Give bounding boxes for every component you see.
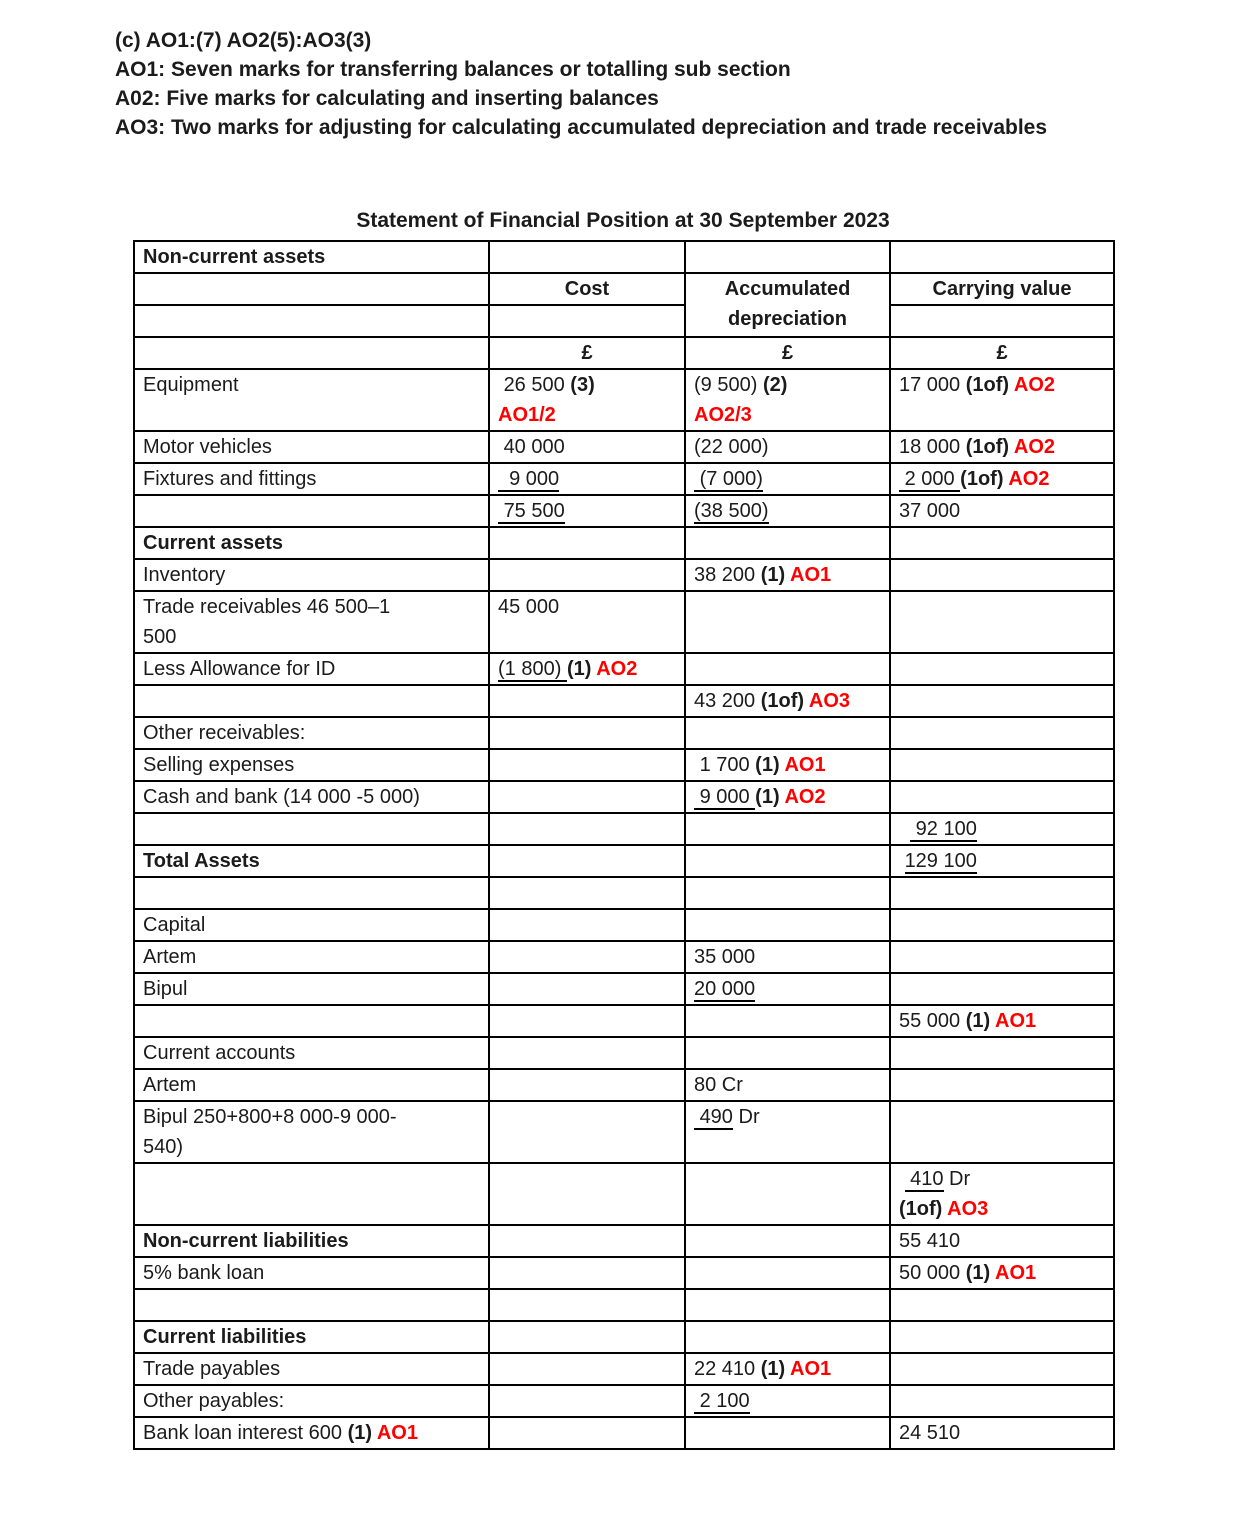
cell-item	[134, 973, 489, 1005]
cell-accumulated-depreciation	[685, 973, 890, 1005]
cell-cost	[489, 369, 685, 431]
table-row	[134, 717, 1114, 749]
cell-item	[134, 877, 489, 909]
cell-cost	[489, 845, 685, 877]
cell-carrying-value	[890, 1385, 1114, 1417]
cell-carrying-value	[890, 877, 1114, 909]
cell-cost	[489, 527, 685, 559]
table-row	[134, 1321, 1114, 1353]
cell-item	[134, 527, 489, 559]
cell-carrying-value	[890, 241, 1114, 273]
cell-item	[134, 431, 489, 463]
cell-carrying-value	[890, 305, 1114, 337]
cell-carrying-value	[890, 1069, 1114, 1101]
cell-item	[134, 781, 489, 813]
text-segment: 540)	[143, 1136, 184, 1158]
table-row	[134, 591, 1114, 653]
cell-carrying-value	[890, 1225, 1114, 1257]
text-segment: (1of)	[965, 436, 1014, 458]
text-segment: Selling expenses	[143, 754, 295, 776]
cell-carrying-value	[890, 813, 1114, 845]
text-segment: (1)	[760, 1358, 790, 1380]
text-segment	[899, 818, 910, 840]
text-segment: Accumulated	[724, 278, 851, 300]
text-segment: 500	[143, 626, 177, 648]
header-line-1: (c) AO1:(7) AO2(5):AO3(3)	[115, 29, 372, 52]
text-segment: Fixtures and fittings	[143, 468, 317, 490]
cell-cost	[489, 1101, 685, 1163]
text-segment: AO1	[790, 1358, 832, 1380]
text-segment: Dr	[943, 1168, 971, 1190]
table-row	[134, 781, 1114, 813]
table-row	[134, 1257, 1114, 1289]
cell-accumulated-depreciation	[685, 1353, 890, 1385]
cell-item	[134, 909, 489, 941]
text-segment: (1)	[755, 754, 785, 776]
cell-cost	[489, 241, 685, 273]
text-segment: Bank loan interest 600	[143, 1422, 348, 1444]
table-row	[134, 1353, 1114, 1385]
text-segment: 45 000	[498, 596, 560, 618]
cell-carrying-value	[890, 463, 1114, 495]
cell-cost	[489, 1385, 685, 1417]
cell-item	[134, 749, 489, 781]
table-row	[134, 845, 1114, 877]
cell-item	[134, 337, 489, 369]
cell-carrying-value	[890, 685, 1114, 717]
cell-carrying-value	[890, 591, 1114, 653]
cell-cost	[489, 1321, 685, 1353]
text-segment: AO1/2	[498, 404, 556, 426]
text-segment: 37 000	[899, 500, 961, 522]
cell-accumulated-depreciation	[685, 1417, 890, 1449]
cell-accumulated-depreciation	[685, 527, 890, 559]
cell-item	[134, 685, 489, 717]
text-segment: depreciation	[728, 308, 847, 330]
text-segment: AO2/3	[694, 404, 752, 426]
text-segment: Carrying value	[932, 278, 1072, 300]
cell-item	[134, 1101, 489, 1163]
cell-accumulated-depreciation	[685, 495, 890, 527]
cell-item	[134, 273, 489, 305]
cell-accumulated-depreciation	[685, 845, 890, 877]
cell-accumulated-depreciation	[685, 1321, 890, 1353]
cell-carrying-value	[890, 337, 1114, 369]
text-segment: Trade receivables 46 500–1	[143, 596, 391, 618]
cell-accumulated-depreciation	[685, 877, 890, 909]
table-row	[134, 463, 1114, 495]
table-row	[134, 1101, 1114, 1163]
text-segment: AO3	[808, 690, 850, 712]
text-segment: AO2	[596, 658, 638, 680]
text-segment: 410	[904, 1168, 944, 1190]
cell-accumulated-depreciation	[685, 273, 890, 337]
cell-item	[134, 845, 489, 877]
text-segment: 55 410	[899, 1230, 961, 1252]
cell-cost	[489, 1037, 685, 1069]
cell-carrying-value	[890, 781, 1114, 813]
table-row	[134, 909, 1114, 941]
text-segment: 9 000	[498, 468, 560, 490]
cell-carrying-value	[890, 749, 1114, 781]
cell-cost	[489, 1417, 685, 1449]
cell-accumulated-depreciation	[685, 653, 890, 685]
table-row	[134, 685, 1114, 717]
text-segment: (1)	[965, 1262, 995, 1284]
cell-accumulated-depreciation	[685, 781, 890, 813]
cell-cost	[489, 431, 685, 463]
cell-accumulated-depreciation	[685, 1385, 890, 1417]
text-segment: (1of)	[760, 690, 809, 712]
cell-carrying-value	[890, 1321, 1114, 1353]
cell-carrying-value	[890, 1037, 1114, 1069]
sofp-table	[133, 240, 1115, 1450]
cell-item	[134, 1353, 489, 1385]
cell-accumulated-depreciation	[685, 685, 890, 717]
cell-accumulated-depreciation	[685, 717, 890, 749]
cell-item	[134, 1005, 489, 1037]
table-row	[134, 305, 1114, 337]
text-segment: (1)	[347, 1422, 377, 1444]
text-segment: 2 000	[899, 468, 961, 490]
text-segment: 490	[694, 1106, 733, 1128]
cell-carrying-value	[890, 717, 1114, 749]
cell-cost	[489, 813, 685, 845]
text-segment: Total Assets	[143, 850, 260, 872]
text-segment	[899, 850, 905, 872]
cell-carrying-value	[890, 1353, 1114, 1385]
text-segment: AO1	[995, 1010, 1037, 1032]
cell-cost	[489, 973, 685, 1005]
cell-accumulated-depreciation	[685, 941, 890, 973]
text-segment: (1)	[760, 564, 790, 586]
cell-carrying-value	[890, 941, 1114, 973]
cell-carrying-value	[890, 973, 1114, 1005]
text-segment: Inventory	[143, 564, 226, 586]
table-row	[134, 1069, 1114, 1101]
cell-item	[134, 369, 489, 431]
table-row	[134, 559, 1114, 591]
cell-item	[134, 1321, 489, 1353]
table-row	[134, 1005, 1114, 1037]
cell-item	[134, 813, 489, 845]
cell-accumulated-depreciation	[685, 431, 890, 463]
page-header	[115, 26, 1175, 142]
text-segment: 1 700	[694, 754, 756, 776]
text-segment: (1)	[755, 786, 785, 808]
table-row	[134, 273, 1114, 305]
cell-item	[134, 1417, 489, 1449]
cell-cost	[489, 305, 685, 337]
text-segment: 24 510	[899, 1422, 961, 1444]
table-row	[134, 749, 1114, 781]
text-segment: 50 000	[899, 1262, 966, 1284]
cell-cost	[489, 1289, 685, 1321]
cell-carrying-value	[890, 527, 1114, 559]
text-segment: AO2	[784, 786, 826, 808]
cell-cost	[489, 941, 685, 973]
cell-cost	[489, 1005, 685, 1037]
cell-accumulated-depreciation	[685, 909, 890, 941]
cell-item	[134, 941, 489, 973]
text-segment: 92 100	[910, 818, 977, 840]
table-row	[134, 813, 1114, 845]
cell-carrying-value	[890, 1289, 1114, 1321]
cell-cost	[489, 495, 685, 527]
cell-item	[134, 1163, 489, 1225]
text-segment: (22 000)	[694, 436, 769, 458]
cell-carrying-value	[890, 909, 1114, 941]
cell-cost	[489, 749, 685, 781]
cell-item	[134, 305, 489, 337]
text-segment: 80 Cr	[694, 1074, 743, 1096]
sofp-table-body	[134, 241, 1114, 1449]
text-segment: Non-current assets	[143, 246, 326, 268]
cell-carrying-value	[890, 1005, 1114, 1037]
text-segment: AO2	[1013, 436, 1055, 458]
cell-cost	[489, 1225, 685, 1257]
cell-cost	[489, 653, 685, 685]
cell-accumulated-depreciation	[685, 1163, 890, 1225]
cell-cost	[489, 877, 685, 909]
cell-item	[134, 1289, 489, 1321]
text-segment: AO1	[995, 1262, 1037, 1284]
text-segment: 22 410	[694, 1358, 761, 1380]
text-segment: (9 500)	[694, 374, 763, 396]
cell-accumulated-depreciation	[685, 591, 890, 653]
cell-cost	[489, 1353, 685, 1385]
table-row	[134, 241, 1114, 273]
cell-cost	[489, 559, 685, 591]
text-segment: (1of)	[960, 468, 1009, 490]
cell-cost	[489, 1257, 685, 1289]
cell-carrying-value	[890, 495, 1114, 527]
header-line-4: AO3: Two marks for adjusting for calculating accumulated depreciation and trade receivables	[115, 116, 1048, 139]
table-row	[134, 877, 1114, 909]
cell-accumulated-depreciation	[685, 1037, 890, 1069]
text-segment: 35 000	[694, 946, 756, 968]
text-segment: Bipul 250+800+8 000-9 000-	[143, 1106, 397, 1128]
text-segment: £	[781, 342, 794, 364]
header-line-2: AO1: Seven marks for transferring balances or totalling sub section	[115, 58, 791, 81]
table-row	[134, 1163, 1114, 1225]
text-segment: £	[996, 342, 1008, 364]
table-row	[134, 495, 1114, 527]
text-segment: AO1	[784, 754, 826, 776]
cell-carrying-value	[890, 845, 1114, 877]
cell-item	[134, 1069, 489, 1101]
text-segment: Current accounts	[143, 1042, 296, 1064]
table-row	[134, 1289, 1114, 1321]
text-segment: Motor vehicles	[143, 436, 272, 458]
table-row	[134, 431, 1114, 463]
table-row	[134, 1417, 1114, 1449]
cell-item	[134, 717, 489, 749]
text-segment: Non-current liabilities	[143, 1230, 349, 1252]
text-segment: (2)	[762, 374, 788, 396]
text-segment: 55 000	[899, 1010, 966, 1032]
cell-carrying-value	[890, 559, 1114, 591]
cell-item	[134, 1037, 489, 1069]
cell-carrying-value	[890, 1417, 1114, 1449]
text-segment: AO2	[1013, 374, 1055, 396]
table-row	[134, 1037, 1114, 1069]
cell-cost	[489, 463, 685, 495]
table-row	[134, 973, 1114, 1005]
cell-accumulated-depreciation	[685, 1005, 890, 1037]
cell-item	[134, 1385, 489, 1417]
text-segment: AO1	[790, 564, 832, 586]
text-segment: 38 200	[694, 564, 761, 586]
text-segment: (1of)	[965, 374, 1014, 396]
cell-carrying-value	[890, 431, 1114, 463]
table-row	[134, 527, 1114, 559]
cell-accumulated-depreciation	[685, 241, 890, 273]
text-segment: 2 100	[694, 1390, 750, 1412]
text-segment: 20 000	[694, 978, 756, 1000]
cell-item	[134, 463, 489, 495]
text-segment: Current assets	[143, 532, 284, 554]
cell-item	[134, 1257, 489, 1289]
cell-cost	[489, 909, 685, 941]
text-segment: Bipul	[143, 978, 188, 1000]
text-segment: 40 000	[498, 436, 565, 458]
cell-cost	[489, 717, 685, 749]
table-row	[134, 369, 1114, 431]
text-segment: 5% bank loan	[143, 1262, 265, 1284]
table-row	[134, 1225, 1114, 1257]
cell-accumulated-depreciation	[685, 749, 890, 781]
table-row	[134, 1385, 1114, 1417]
text-segment: (3)	[570, 374, 595, 396]
text-segment: Capital	[143, 914, 206, 936]
text-segment: AO2	[1008, 468, 1050, 490]
table-row	[134, 941, 1114, 973]
cell-item	[134, 495, 489, 527]
cell-accumulated-depreciation	[685, 1257, 890, 1289]
text-segment: 26 500	[498, 374, 571, 396]
cell-item	[134, 559, 489, 591]
cell-accumulated-depreciation	[685, 1225, 890, 1257]
text-segment: Current liabilities	[143, 1326, 307, 1348]
text-segment: 9 000	[694, 786, 756, 808]
cell-cost	[489, 1163, 685, 1225]
table-title: Statement of Financial Position at 30 September 2023	[356, 209, 890, 232]
cell-accumulated-depreciation	[685, 813, 890, 845]
cell-cost	[489, 1069, 685, 1101]
text-segment: 43 200	[694, 690, 761, 712]
cell-accumulated-depreciation	[685, 463, 890, 495]
text-segment: (1)	[965, 1010, 995, 1032]
cell-accumulated-depreciation	[685, 1101, 890, 1163]
text-segment: AO3	[947, 1198, 989, 1220]
cell-carrying-value	[890, 653, 1114, 685]
cell-accumulated-depreciation	[685, 337, 890, 369]
text-segment: Trade payables	[143, 1358, 281, 1380]
text-segment: Less Allowance for ID	[143, 658, 336, 680]
text-segment: Cash and bank (14 000 -5 000)	[143, 786, 420, 808]
cell-cost	[489, 337, 685, 369]
text-segment: 18 000	[899, 436, 966, 458]
cell-item	[134, 1225, 489, 1257]
header-line-3: A02: Five marks for calculating and inserting balances	[115, 87, 659, 110]
cell-cost	[489, 685, 685, 717]
text-segment: (1 800)	[498, 658, 567, 680]
cell-item	[134, 653, 489, 685]
cell-item	[134, 241, 489, 273]
text-segment: Other payables:	[143, 1390, 285, 1412]
table-row	[134, 653, 1114, 685]
text-segment: Artem	[143, 946, 197, 968]
cell-carrying-value	[890, 1101, 1114, 1163]
cell-cost	[489, 273, 685, 305]
text-segment: Dr	[732, 1106, 760, 1128]
cell-carrying-value	[890, 273, 1114, 305]
cell-accumulated-depreciation	[685, 1069, 890, 1101]
text-segment: Artem	[143, 1074, 197, 1096]
text-segment: Cost	[564, 278, 610, 300]
table-row	[134, 337, 1114, 369]
text-segment: Other receivables:	[143, 722, 306, 744]
cell-cost	[489, 591, 685, 653]
text-segment: AO1	[376, 1422, 418, 1444]
text-segment: £	[581, 342, 593, 364]
text-segment: 17 000	[899, 374, 966, 396]
cell-accumulated-depreciation	[685, 559, 890, 591]
text-segment: (1)	[566, 658, 597, 680]
cell-carrying-value	[890, 369, 1114, 431]
text-segment: 75 500	[498, 500, 565, 527]
text-segment: 129 100	[905, 850, 977, 877]
cell-carrying-value	[890, 1257, 1114, 1289]
text-segment: (38 500)	[694, 500, 769, 527]
cell-carrying-value	[890, 1163, 1114, 1225]
text-segment: Equipment	[143, 374, 239, 396]
cell-accumulated-depreciation	[685, 369, 890, 431]
cell-accumulated-depreciation	[685, 1289, 890, 1321]
cell-cost	[489, 781, 685, 813]
text-segment: (1of)	[899, 1198, 948, 1220]
text-segment	[899, 1168, 905, 1190]
cell-item	[134, 591, 489, 653]
text-segment: (7 000)	[694, 468, 763, 490]
